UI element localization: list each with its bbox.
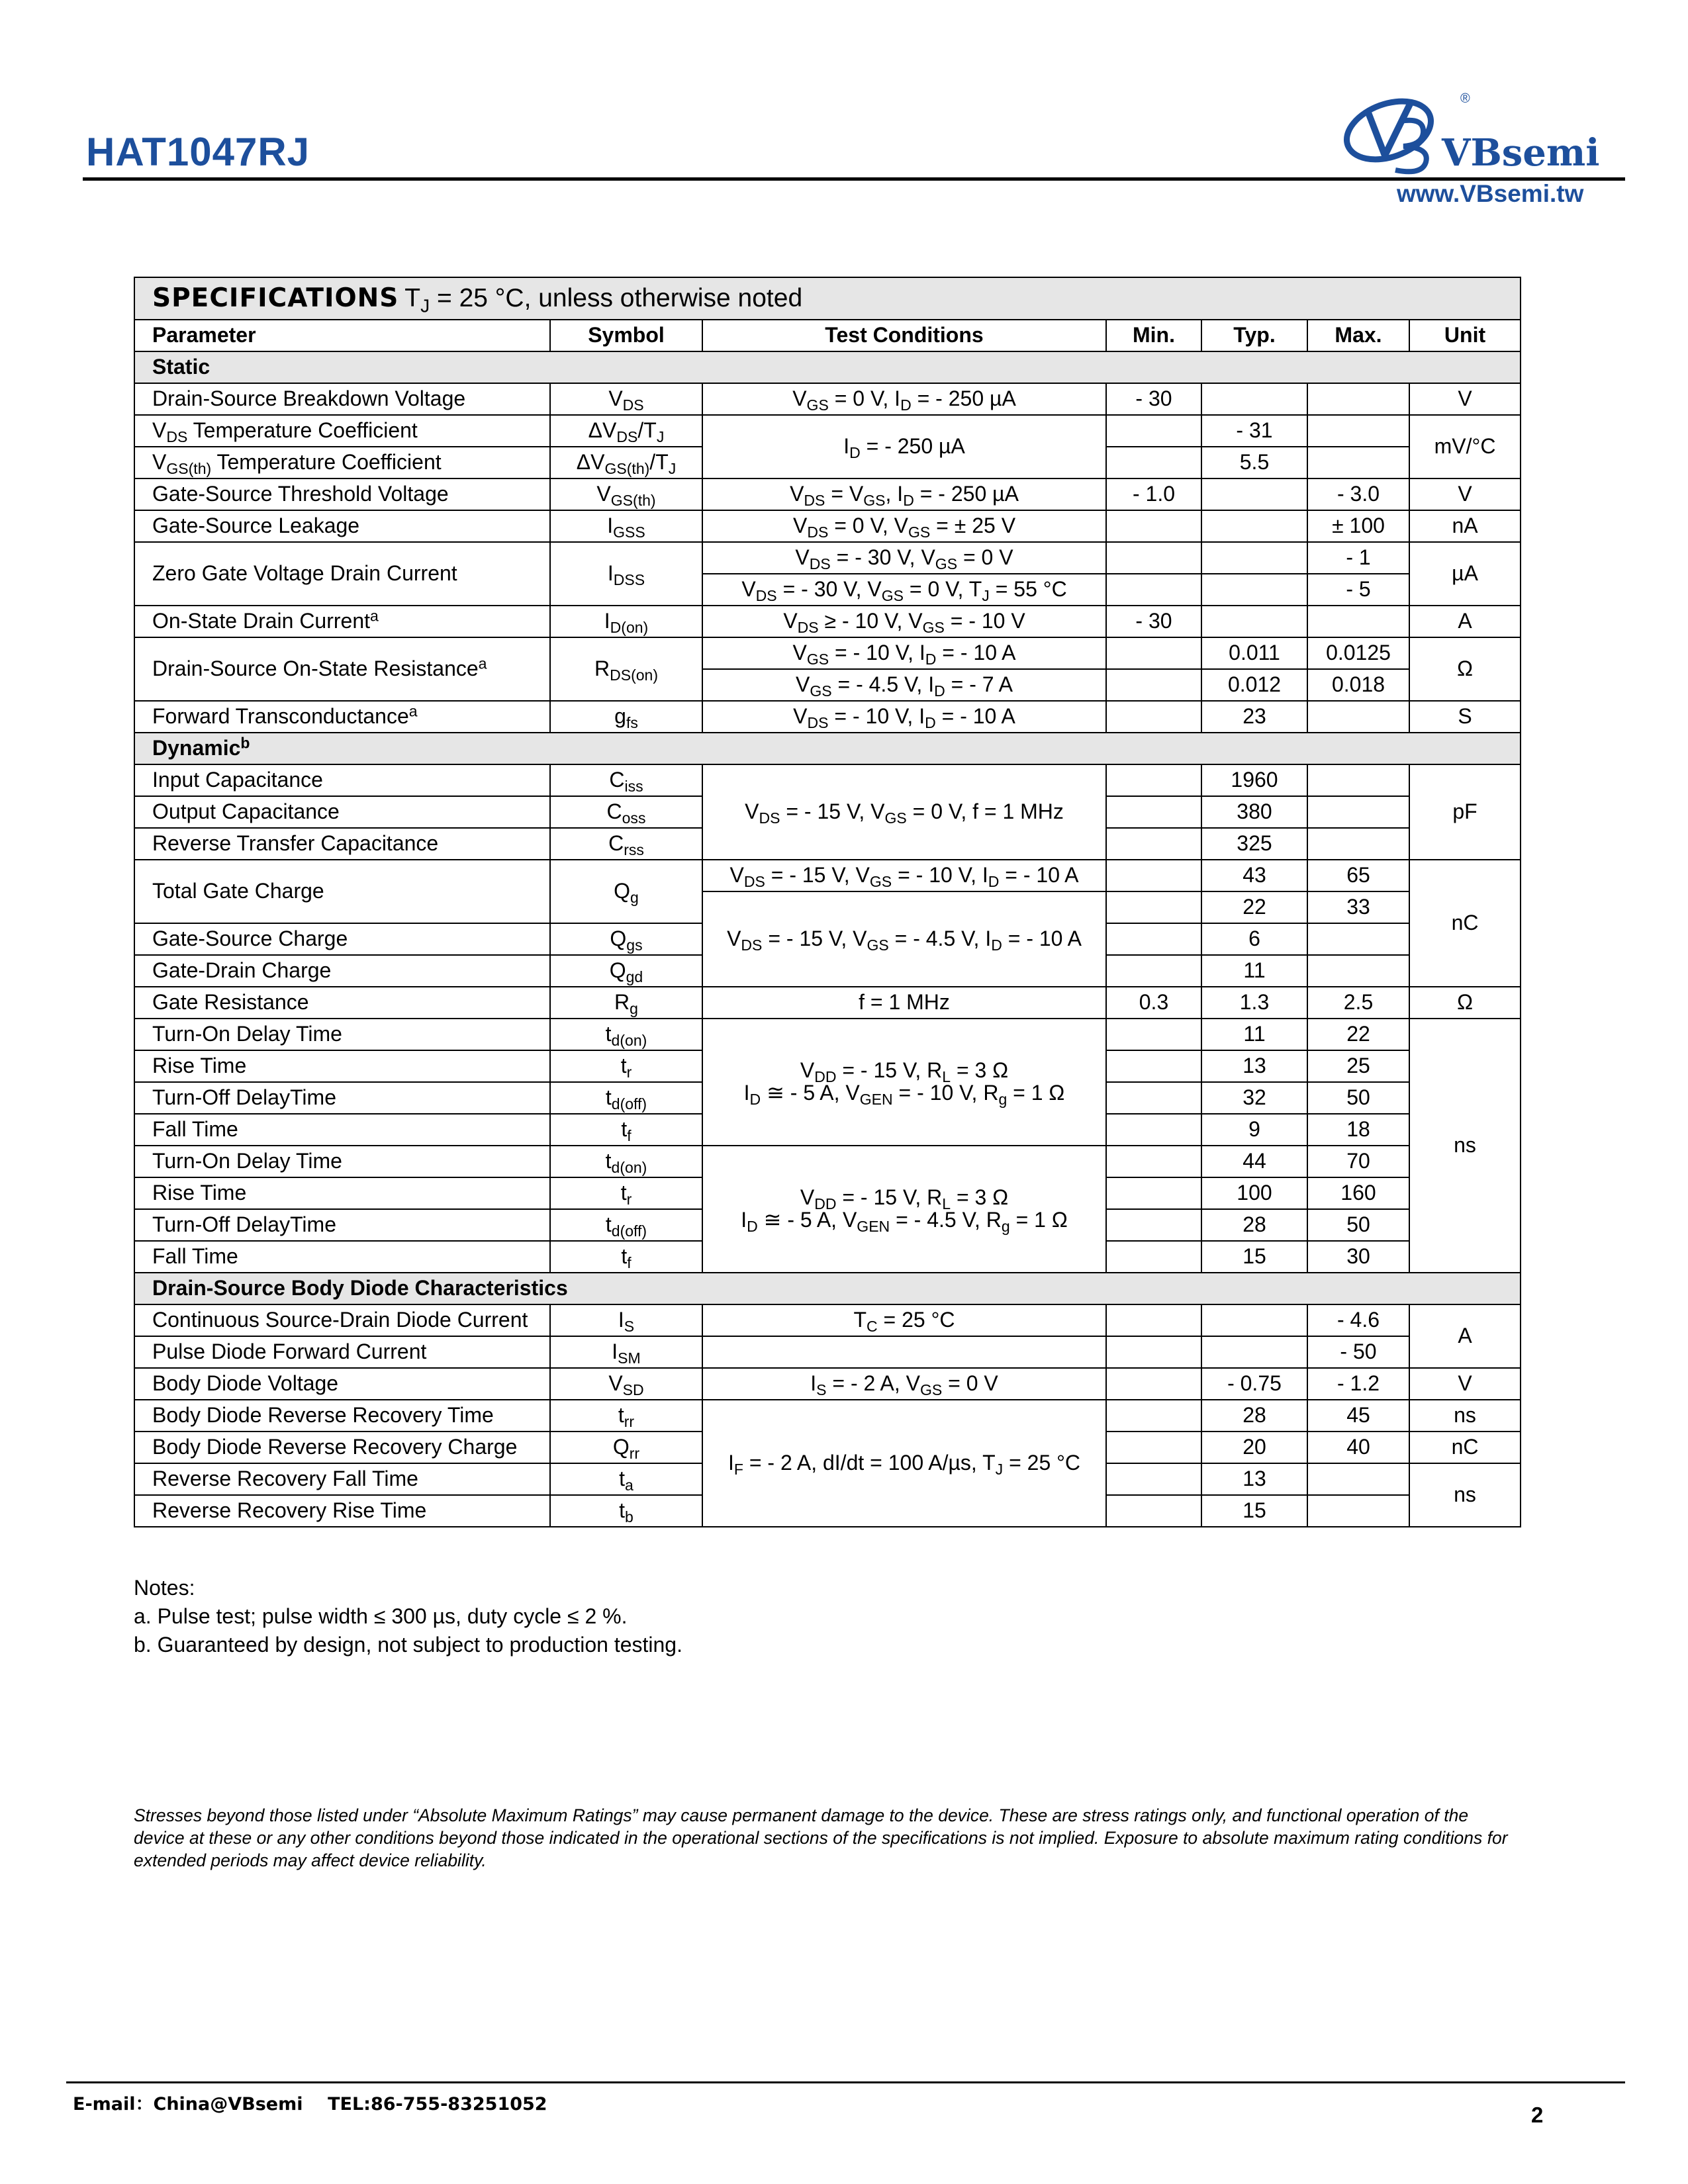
conditions-cell: $V_{DS}$ ≥ - 10 V, $V_{GS}$ = - 10 V	[702, 606, 1106, 637]
unit-cell: nC	[1409, 860, 1521, 987]
param-cell: Gate-Source Leakage	[134, 510, 550, 542]
conditions-cell: $V_{GS} = 0$ V, $I_D$ = - 250 µA	[702, 383, 1106, 415]
unit-cell: ns	[1409, 1019, 1521, 1273]
min-cell	[1106, 574, 1201, 606]
symbol-cell: $t_{d(off)}$	[550, 1209, 702, 1241]
conditions-cell: $V_{DS}$ = - 15 V, $V_{GS}$ = - 10 V, $I_D$ = - 10 A	[702, 860, 1106, 891]
symbol-cell: $\Delta V_{GS(th)}/T_J$	[550, 447, 702, 478]
max-cell: 160	[1307, 1177, 1409, 1209]
table-title-condition: $T_J = 25$ °C, unless otherwise noted	[404, 283, 803, 316]
symbol-cell: $g_{fs}$	[550, 701, 702, 733]
param-cell: Body Diode Voltage	[134, 1368, 550, 1400]
max-cell	[1307, 701, 1409, 733]
max-cell	[1307, 383, 1409, 415]
min-cell	[1106, 860, 1201, 891]
min-cell	[1106, 669, 1201, 701]
max-cell	[1307, 828, 1409, 860]
param-cell: Rise Time	[134, 1050, 550, 1082]
min-cell	[1106, 1368, 1201, 1400]
max-cell: 18	[1307, 1114, 1409, 1146]
param-cell: Rise Time	[134, 1177, 550, 1209]
min-cell	[1106, 637, 1201, 669]
min-cell: - 30	[1106, 606, 1201, 637]
symbol-cell: $Q_{gd}$	[550, 955, 702, 987]
symbol-cell: $Q_{rr}$	[550, 1432, 702, 1463]
typ-cell: 13	[1201, 1050, 1307, 1082]
min-cell	[1106, 1209, 1201, 1241]
conditions-cell: $V_{DS}$ = - 15 V, $V_{GS}$ = - 4.5 V, $I_D$ = - 10 A	[702, 891, 1106, 987]
unit-cell: pF	[1409, 764, 1521, 860]
max-cell	[1307, 415, 1409, 447]
unit-cell: S	[1409, 701, 1521, 733]
param-cell: Drain-Source On-State Resistance$^a$	[134, 637, 550, 701]
min-cell	[1106, 1304, 1201, 1336]
param-cell: Gate-Drain Charge	[134, 955, 550, 987]
note-b: b. Guaranteed by design, not subject to production testing.	[134, 1633, 682, 1657]
symbol-cell: $t_f$	[550, 1241, 702, 1273]
typ-cell: 325	[1201, 828, 1307, 860]
table-row	[134, 1019, 1521, 1050]
typ-cell: 0.012	[1201, 669, 1307, 701]
min-cell	[1106, 1114, 1201, 1146]
symbol-cell: $R_g$	[550, 987, 702, 1019]
unit-cell: A	[1409, 606, 1521, 637]
conditions-cell: $V_{DS} = 0$ V, $V_{GS}$ = ± 25 V	[702, 510, 1106, 542]
typ-cell: 28	[1201, 1209, 1307, 1241]
max-cell: 0.0125	[1307, 637, 1409, 669]
max-cell: 65	[1307, 860, 1409, 891]
max-cell: 22	[1307, 1019, 1409, 1050]
typ-cell: 28	[1201, 1400, 1307, 1432]
conditions-cell: f = 1 MHz	[702, 987, 1106, 1019]
max-cell	[1307, 796, 1409, 828]
table-row	[134, 1368, 1521, 1400]
table-row	[134, 542, 1521, 574]
symbol-cell: $t_f$	[550, 1114, 702, 1146]
column-header: Typ.	[1201, 320, 1307, 351]
param-cell: Reverse Transfer Capacitance	[134, 828, 550, 860]
symbol-cell: $t_r$	[550, 1177, 702, 1209]
vbsemi-logo	[1337, 89, 1615, 175]
max-cell: 70	[1307, 1146, 1409, 1177]
symbol-cell: $I_{GSS}$	[550, 510, 702, 542]
max-cell	[1307, 606, 1409, 637]
param-cell: Reverse Recovery Rise Time	[134, 1495, 550, 1527]
conditions-cell	[702, 1336, 1106, 1368]
min-cell	[1106, 1241, 1201, 1273]
conditions-cell: $I_S$ = - 2 A, $V_{GS} = 0$ V	[702, 1368, 1106, 1400]
param-cell: Fall Time	[134, 1114, 550, 1146]
min-cell: - 30	[1106, 383, 1201, 415]
table-row	[134, 383, 1521, 415]
typ-cell: 22	[1201, 891, 1307, 923]
typ-cell	[1201, 1336, 1307, 1368]
typ-cell: 380	[1201, 796, 1307, 828]
min-cell	[1106, 1495, 1201, 1527]
param-cell: Turn-Off DelayTime	[134, 1082, 550, 1114]
min-cell	[1106, 1400, 1201, 1432]
symbol-cell: $t_{d(on)}$	[550, 1146, 702, 1177]
column-header: Symbol	[550, 320, 702, 351]
param-cell: $V_{DS}$ Temperature Coefficient	[134, 415, 550, 447]
min-cell	[1106, 923, 1201, 955]
min-cell: 0.3	[1106, 987, 1201, 1019]
symbol-cell: $Q_g$	[550, 860, 702, 923]
unit-cell: nC	[1409, 1432, 1521, 1463]
typ-cell: 1.3	[1201, 987, 1307, 1019]
param-cell: Reverse Recovery Fall Time	[134, 1463, 550, 1495]
table-row	[134, 510, 1521, 542]
min-cell	[1106, 1019, 1201, 1050]
param-cell: Gate-Source Charge	[134, 923, 550, 955]
typ-cell	[1201, 478, 1307, 510]
typ-cell: 43	[1201, 860, 1307, 891]
symbol-cell: $t_{d(off)}$	[550, 1082, 702, 1114]
conditions-cell: $V_{GS}$ = - 10 V, $I_D$ = - 10 A	[702, 637, 1106, 669]
symbol-cell: $I_S$	[550, 1304, 702, 1336]
symbol-cell: $V_{GS(th)}$	[550, 478, 702, 510]
max-cell: - 3.0	[1307, 478, 1409, 510]
unit-cell: Ω	[1409, 637, 1521, 701]
typ-cell: 44	[1201, 1146, 1307, 1177]
typ-cell: 11	[1201, 955, 1307, 987]
notes	[134, 1574, 682, 1659]
min-cell	[1106, 891, 1201, 923]
symbol-cell: $V_{SD}$	[550, 1368, 702, 1400]
unit-cell: V	[1409, 1368, 1521, 1400]
min-cell	[1106, 1146, 1201, 1177]
typ-cell	[1201, 383, 1307, 415]
table-title	[134, 277, 1521, 320]
page-number: 2	[1531, 2103, 1544, 2127]
param-cell: Zero Gate Voltage Drain Current	[134, 542, 550, 606]
conditions-cell: $V_{DS}$ = - 30 V, $V_{GS} = 0$ V	[702, 542, 1106, 574]
max-cell: - 5	[1307, 574, 1409, 606]
max-cell	[1307, 1495, 1409, 1527]
column-header: Test Conditions	[702, 320, 1106, 351]
max-cell: - 50	[1307, 1336, 1409, 1368]
param-cell: Total Gate Charge	[134, 860, 550, 923]
unit-cell: mV/°C	[1409, 415, 1521, 478]
typ-cell: 23	[1201, 701, 1307, 733]
typ-cell	[1201, 606, 1307, 637]
unit-cell: V	[1409, 478, 1521, 510]
conditions-cell: $V_{DD}$ = - 15 V, $R_L = 3$ Ω $I_D$ ≅ - 5 A, $V_{GEN}$ = - 4.5 V, $R_g = 1$ Ω	[702, 1146, 1106, 1273]
symbol-cell: $\Delta V_{DS}/T_J$	[550, 415, 702, 447]
unit-cell: V	[1409, 383, 1521, 415]
max-cell: 50	[1307, 1209, 1409, 1241]
conditions-cell: $V_{GS}$ = - 4.5 V, $I_D$ = - 7 A	[702, 669, 1106, 701]
max-cell	[1307, 923, 1409, 955]
param-cell: Fall Time	[134, 1241, 550, 1273]
typ-cell: 5.5	[1201, 447, 1307, 478]
typ-cell: 1960	[1201, 764, 1307, 796]
section-header-dynamic: Dynamic$^b$	[134, 733, 1521, 764]
min-cell	[1106, 1177, 1201, 1209]
param-cell: $V_{GS(th)}$ Temperature Coefficient	[134, 447, 550, 478]
min-cell	[1106, 764, 1201, 796]
max-cell: 50	[1307, 1082, 1409, 1114]
typ-cell: 11	[1201, 1019, 1307, 1050]
unit-cell: nA	[1409, 510, 1521, 542]
unit-cell: ns	[1409, 1463, 1521, 1527]
unit-cell: ns	[1409, 1400, 1521, 1432]
symbol-cell: $I_{D(on)}$	[550, 606, 702, 637]
typ-cell	[1201, 542, 1307, 574]
symbol-cell: $t_r$	[550, 1050, 702, 1082]
symbol-cell: $I_{SM}$	[550, 1336, 702, 1368]
typ-cell: 20	[1201, 1432, 1307, 1463]
max-cell	[1307, 764, 1409, 796]
header-rule	[83, 177, 1625, 181]
table-row	[134, 606, 1521, 637]
typ-cell: 100	[1201, 1177, 1307, 1209]
min-cell	[1106, 415, 1201, 447]
conditions-cell: $I_D$ = - 250 µA	[702, 415, 1106, 478]
section-header-diode: Drain-Source Body Diode Characteristics	[134, 1273, 1521, 1304]
max-cell: 45	[1307, 1400, 1409, 1432]
param-cell: Turn-Off DelayTime	[134, 1209, 550, 1241]
notes-heading: Notes:	[134, 1576, 195, 1600]
max-cell: - 1	[1307, 542, 1409, 574]
min-cell	[1106, 447, 1201, 478]
column-header: Max.	[1307, 320, 1409, 351]
max-cell: 40	[1307, 1432, 1409, 1463]
symbol-cell: $V_{DS}$	[550, 383, 702, 415]
param-cell: Forward Transconductance$^a$	[134, 701, 550, 733]
min-cell	[1106, 701, 1201, 733]
min-cell	[1106, 510, 1201, 542]
symbol-cell: $Q_{gs}$	[550, 923, 702, 955]
conditions-cell: $I_F$ = - 2 A, dI/dt = 100 A/µs, $T_J = 25$ °C	[702, 1400, 1106, 1527]
table-row	[134, 1400, 1521, 1432]
table-row	[134, 1304, 1521, 1336]
conditions-cell: $V_{DS}$ = - 10 V, $I_D$ = - 10 A	[702, 701, 1106, 733]
part-number-title: HAT1047RJ	[86, 130, 310, 174]
symbol-cell: $R_{DS(on)}$	[550, 637, 702, 701]
typ-cell: - 0.75	[1201, 1368, 1307, 1400]
symbol-cell: $t_b$	[550, 1495, 702, 1527]
param-cell: Body Diode Reverse Recovery Charge	[134, 1432, 550, 1463]
max-cell	[1307, 955, 1409, 987]
unit-cell: A	[1409, 1304, 1521, 1368]
typ-cell: 0.011	[1201, 637, 1307, 669]
disclaimer-text: Stresses beyond those listed under “Absolute Maximum Ratings” may cause permanent damage to the device. These are stress ratings only, and functional operation of the device at these or any other conditions beyond those indicated in the operational sections of the specifications is not implied. Exposure to absolute maximum rating conditions for extended periods may affect device reliability.	[134, 1805, 1508, 1870]
table-row	[134, 478, 1521, 510]
symbol-cell: $C_{rss}$	[550, 828, 702, 860]
typ-cell: 32	[1201, 1082, 1307, 1114]
min-cell	[1106, 828, 1201, 860]
max-cell	[1307, 1463, 1409, 1495]
param-cell: Body Diode Reverse Recovery Time	[134, 1400, 550, 1432]
typ-cell: 13	[1201, 1463, 1307, 1495]
table-row	[134, 860, 1521, 891]
min-cell	[1106, 796, 1201, 828]
param-cell: Continuous Source-Drain Diode Current	[134, 1304, 550, 1336]
table-row	[134, 415, 1521, 447]
table-row	[134, 1336, 1521, 1368]
max-cell: - 1.2	[1307, 1368, 1409, 1400]
typ-cell: 15	[1201, 1495, 1307, 1527]
max-cell: 30	[1307, 1241, 1409, 1273]
symbol-cell: $I_{DSS}$	[550, 542, 702, 606]
min-cell	[1106, 955, 1201, 987]
param-cell: Drain-Source Breakdown Voltage	[134, 383, 550, 415]
min-cell	[1106, 1082, 1201, 1114]
max-cell: - 4.6	[1307, 1304, 1409, 1336]
min-cell	[1106, 1336, 1201, 1368]
min-cell: - 1.0	[1106, 478, 1201, 510]
column-header: Unit	[1409, 320, 1521, 351]
max-cell: 0.018	[1307, 669, 1409, 701]
param-cell: Output Capacitance	[134, 796, 550, 828]
typ-cell: 6	[1201, 923, 1307, 955]
symbol-cell: $t_{d(on)}$	[550, 1019, 702, 1050]
conditions-cell: $V_{DS}$ = - 15 V, $V_{GS} = 0$ V, f = 1 MHz	[702, 764, 1106, 860]
table-row	[134, 987, 1521, 1019]
min-cell	[1106, 542, 1201, 574]
unit-cell: µA	[1409, 542, 1521, 606]
param-cell: Input Capacitance	[134, 764, 550, 796]
footer-rule	[66, 2081, 1625, 2083]
symbol-cell: $t_a$	[550, 1463, 702, 1495]
symbol-cell: $t_{rr}$	[550, 1400, 702, 1432]
param-cell: Gate-Source Threshold Voltage	[134, 478, 550, 510]
max-cell: 2.5	[1307, 987, 1409, 1019]
param-cell: Pulse Diode Forward Current	[134, 1336, 550, 1368]
column-header: Min.	[1106, 320, 1201, 351]
typ-cell: 15	[1201, 1241, 1307, 1273]
param-cell: On-State Drain Current$^a$	[134, 606, 550, 637]
unit-cell: Ω	[1409, 987, 1521, 1019]
min-cell	[1106, 1432, 1201, 1463]
max-cell: 33	[1307, 891, 1409, 923]
conditions-cell: $V_{DD}$ = - 15 V, $R_L = 3$ Ω $I_D$ ≅ - 5 A, $V_{GEN}$ = - 10 V, $R_g = 1$ Ω	[702, 1019, 1106, 1146]
registered-mark: ®	[1460, 91, 1470, 106]
table-row	[134, 701, 1521, 733]
param-cell: Turn-On Delay Time	[134, 1019, 550, 1050]
typ-cell: - 31	[1201, 415, 1307, 447]
typ-cell	[1201, 1304, 1307, 1336]
table-row	[134, 764, 1521, 796]
param-cell: Gate Resistance	[134, 987, 550, 1019]
table-header-row	[134, 320, 1521, 351]
specifications-table	[134, 277, 1521, 1527]
typ-cell	[1201, 574, 1307, 606]
max-cell: 25	[1307, 1050, 1409, 1082]
param-cell: Turn-On Delay Time	[134, 1146, 550, 1177]
max-cell: ± 100	[1307, 510, 1409, 542]
column-header: Parameter	[134, 320, 550, 351]
note-a: a. Pulse test; pulse width ≤ 300 µs, duty cycle ≤ 2 %.	[134, 1604, 628, 1628]
table-row	[134, 637, 1521, 669]
typ-cell	[1201, 510, 1307, 542]
conditions-cell: $V_{DS}$ = - 30 V, $V_{GS} = 0$ V, $T_J = 55$ °C	[702, 574, 1106, 606]
typ-cell: 9	[1201, 1114, 1307, 1146]
conditions-cell: $T_C = 25$ °C	[702, 1304, 1106, 1336]
table-row	[134, 1146, 1521, 1177]
conditions-cell: $V_{DS} = V_{GS}$, $I_D$ = - 250 µA	[702, 478, 1106, 510]
section-header-static: Static	[134, 351, 1521, 383]
min-cell	[1106, 1463, 1201, 1495]
min-cell	[1106, 1050, 1201, 1082]
logo-text: VBsemi	[1442, 131, 1600, 175]
table-title-bold: SPECIFICATIONS	[152, 283, 399, 313]
footer-contact: E-mail：China@VBsemi TEL:86-755-83251052	[73, 2094, 547, 2115]
symbol-cell: $C_{oss}$	[550, 796, 702, 828]
website-link[interactable]: www.VBsemi.tw	[1397, 180, 1584, 207]
symbol-cell: $C_{iss}$	[550, 764, 702, 796]
max-cell	[1307, 447, 1409, 478]
